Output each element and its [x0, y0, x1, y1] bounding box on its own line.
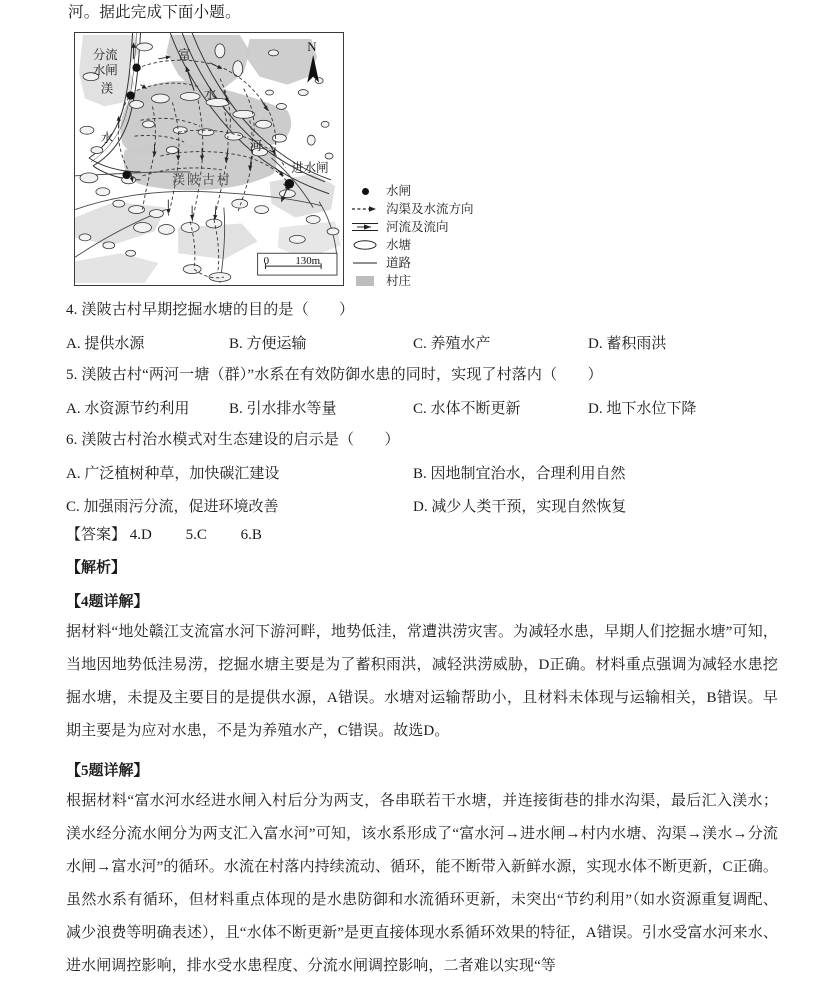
- question-6-text: 渼陂古村治水模式对生态建设的启示是（ ）: [81, 432, 400, 448]
- legend-row-pond: [350, 236, 500, 254]
- opt-text: 提供水源: [84, 336, 145, 352]
- question-5-option-a[interactable]: [66, 398, 189, 420]
- opt-text: 方便运输: [246, 336, 307, 352]
- question-5-option-b[interactable]: [229, 398, 337, 420]
- answer-item-5: [186, 527, 211, 543]
- question-5-number: 5.: [66, 367, 78, 383]
- opt-text: 蓄积雨洪: [606, 336, 667, 352]
- legend-row-road: [350, 254, 500, 272]
- question-4-number: 4.: [66, 302, 78, 318]
- question-5-options: [66, 398, 776, 420]
- question-5-stem: [66, 364, 776, 386]
- opt-letter: B.: [229, 401, 243, 417]
- map-frame: [74, 32, 344, 286]
- question-4-stem: [66, 299, 776, 321]
- opt-letter: D.: [588, 401, 603, 417]
- map-label-diversion-gate: 分流: [92, 47, 118, 62]
- opt-text: 广泛植树种草，加快碳汇建设: [84, 466, 280, 482]
- village-icon: [350, 272, 380, 290]
- opt-letter: B.: [229, 336, 243, 352]
- question-4-option-d[interactable]: [588, 333, 666, 355]
- opt-text: 因地制宜治水，合理利用自然: [430, 466, 626, 482]
- sluice-gate-diversion: [126, 91, 134, 99]
- scale-bar: [258, 253, 337, 275]
- question-4: [66, 299, 776, 355]
- legend-label-road: 道路: [386, 256, 412, 270]
- legend-label-canal: 沟渠及水流方向: [386, 202, 474, 216]
- analysis-q4-heading: 【4题详解】: [66, 594, 149, 610]
- opt-letter: A.: [66, 466, 81, 482]
- opt-text: 地下水位下降: [606, 401, 697, 417]
- map-label-fushui-river-1: 富: [178, 47, 191, 62]
- question-6-stem: [66, 429, 776, 451]
- answer-v: C: [196, 527, 207, 543]
- opt-letter: A.: [66, 401, 81, 417]
- opt-letter: B.: [413, 466, 427, 482]
- map-label-fushui-river-3: 河: [249, 139, 263, 154]
- legend-row-river: [350, 218, 500, 236]
- answer-v: B: [251, 527, 262, 543]
- question-5-option-c[interactable]: [413, 398, 521, 420]
- question-6-options: [66, 463, 776, 515]
- pond-icon: [350, 236, 380, 254]
- question-6: [66, 429, 776, 515]
- question-6-option-d[interactable]: [413, 496, 626, 518]
- legend-label-pond: 水塘: [386, 238, 412, 252]
- legend-row-village: [350, 272, 500, 290]
- opt-text: 引水排水等量: [246, 401, 337, 417]
- map-label-mei-river-1: 渼: [100, 81, 114, 96]
- answer-v: D: [141, 527, 152, 543]
- opt-letter: A.: [66, 336, 81, 352]
- intro-paragraph: 河。据此完成下面小题。: [68, 4, 241, 21]
- opt-letter: C.: [413, 401, 427, 417]
- map-label-diversion-gate-2: 水闸: [92, 63, 118, 78]
- question-6-number: 6.: [66, 432, 78, 448]
- map-label-village-name: 渼陂古村: [172, 172, 232, 187]
- legend-label-river: 河流及流向: [386, 220, 449, 234]
- scale-length: 130m: [295, 255, 321, 268]
- legend-label-sluice: 水闸: [386, 184, 412, 198]
- answer-q: 6.: [240, 527, 252, 543]
- map-figure: [74, 32, 474, 288]
- opt-text: 养殖水产: [430, 336, 491, 352]
- sluice-gate-icon: [350, 182, 380, 200]
- map-label-mei-river-2: 水: [100, 131, 114, 146]
- opt-letter: C.: [413, 336, 427, 352]
- question-5-text: 渼陂古村“两河一塘（群）”水系在有效防御水患的同时，实现了村落内（ ）: [81, 367, 603, 383]
- map-drawing: [75, 33, 343, 285]
- opt-text: 水资源节约利用: [84, 401, 190, 417]
- opt-letter: D.: [588, 336, 603, 352]
- scale-zero: 0: [263, 255, 270, 268]
- question-4-text: 渼陂古村早期挖掘水塘的目的是（ ）: [81, 302, 355, 318]
- answer-line: [66, 524, 292, 546]
- question-6-option-b[interactable]: [413, 463, 626, 485]
- analysis-q4-text: 据材料“地处赣江支流富水河下游河畔，地势低洼，常遭洪涝灾害。为减轻水患，早期人们挖掘水塘”可知，当地因地势低洼易涝，挖掘水塘主要是为了蓄积雨洪，减轻洪涝威胁，D正确。材料重点强调为减轻水患挖掘水塘，未提及主要目的是提供水源，A错误。水塘对运输帮助小，且材料未体现与运输相关，B错误。早期主要是为应对水患，不是为养殖水产，C错误。故选D。: [66, 624, 778, 739]
- map-label-intake-gate: 进水闸: [291, 160, 329, 175]
- sluice-gate-intake: [285, 179, 295, 189]
- question-6-option-c[interactable]: [66, 496, 279, 518]
- map-legend: [350, 182, 500, 290]
- map-label-fushui-river-2: 水: [204, 87, 217, 102]
- answer-q: 5.: [185, 527, 197, 543]
- opt-text: 减少人类干预，实现自然恢复: [431, 499, 627, 515]
- river-arrow-icon: [350, 218, 380, 236]
- answer-label: 【答案】: [66, 527, 127, 543]
- question-5: [66, 364, 776, 420]
- analysis-heading: 【解析】: [66, 560, 127, 576]
- legend-row-canal: [350, 200, 500, 218]
- svg-text:N: N: [307, 39, 317, 54]
- opt-text: 加强雨污分流，促进环境改善: [83, 499, 279, 515]
- legend-label-village: 村庄: [386, 274, 412, 288]
- question-4-option-a[interactable]: [66, 333, 144, 355]
- question-4-options: [66, 333, 776, 355]
- question-6-option-a[interactable]: [66, 463, 279, 485]
- legend-row-sluice: [350, 182, 500, 200]
- question-4-option-b[interactable]: [229, 333, 307, 355]
- road-icon: [350, 254, 380, 272]
- sluice-gate-west: [122, 171, 130, 179]
- analysis-q5-heading: 【5题详解】: [66, 763, 149, 779]
- sluice-gate-north: [132, 64, 140, 72]
- answer-item-4: [130, 527, 156, 543]
- answer-item-6: [241, 527, 262, 543]
- canal-arrow-icon: [350, 200, 380, 218]
- answer-q: 4.: [129, 527, 142, 543]
- question-5-option-d[interactable]: [588, 398, 696, 420]
- opt-letter: C.: [66, 499, 80, 515]
- analysis-q5-text: 根据材料“富水河水经进水闸入村后分为两支，各串联若干水塘，并连接街巷的排水沟渠，最后汇入渼水；渼水经分流水闸分为两支汇入富水河”可知，该水系形成了“富水河→进水闸→村内水塘、沟渠→渼水→分流水闸→富水河”的循环。水流在村落内持续流动、循环，能不断带入新鲜水源，实现水体不断更新，C正确。虽然水系有循环，但材料重点体现的是水患防御和水流循环更新，未突出“节约利用”（如水资源重复调配、减少浪费等明确表述），且“水体不断更新”是更直接体现水系循环效果的特征，A错误。引水受富水河来水、进水闸调控影响，排水受水患程度、分流水闸调控影响，二者难以实现“等: [66, 793, 778, 974]
- opt-letter: D.: [413, 499, 428, 515]
- opt-text: 水体不断更新: [430, 401, 521, 417]
- question-4-option-c[interactable]: [413, 333, 491, 355]
